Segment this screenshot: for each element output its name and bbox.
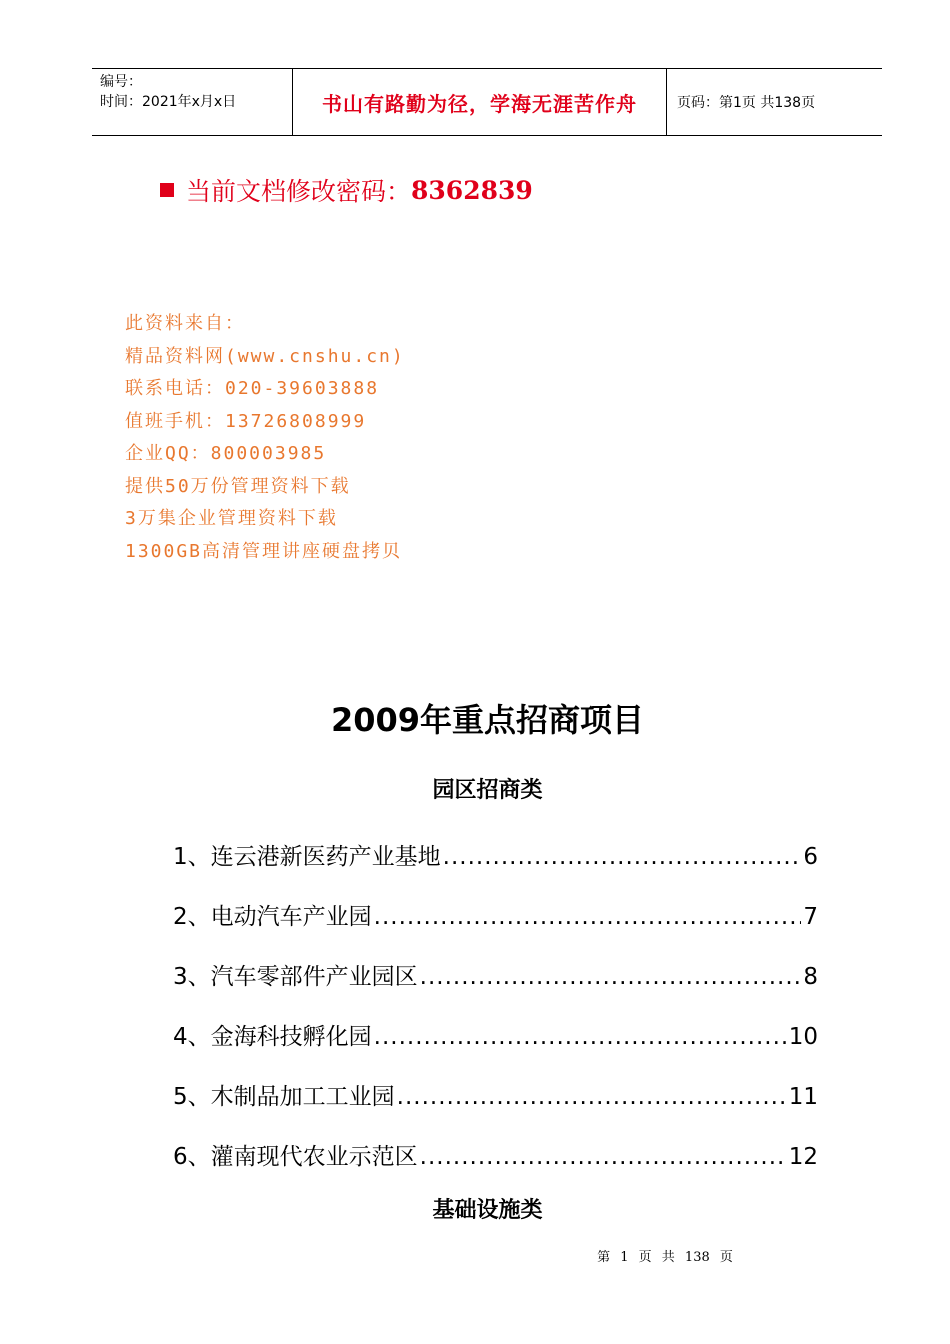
- page-footer: 第 1 页 共 138 页: [597, 1250, 733, 1265]
- table-of-contents: [173, 838, 818, 1198]
- toc-title: 灌南现代农业示范区: [210, 1144, 418, 1170]
- toc-title: 汽车零部件产业园区: [210, 964, 418, 990]
- toc-page-number: 10: [788, 1024, 818, 1050]
- source-info-block: [125, 308, 405, 568]
- info-line: 联系电话：020-39603888: [125, 378, 380, 399]
- toc-number: 6、: [173, 1144, 211, 1170]
- toc-number: 4、: [173, 1024, 211, 1050]
- info-line: 企业QQ：800003985: [125, 443, 327, 464]
- toc-page-number: 7: [803, 904, 818, 930]
- toc-leader: [374, 1024, 787, 1050]
- toc-entry[interactable]: [173, 898, 818, 958]
- info-line: 1300GB高清管理讲座硬盘拷贝: [125, 540, 403, 562]
- motto: 书山有路勤为径，学海无涯苦作舟: [322, 91, 637, 116]
- page-header: [92, 68, 882, 136]
- toc-entry[interactable]: [173, 1078, 818, 1138]
- header-left-cell: [92, 69, 293, 135]
- time-label: 时间：2021年x月x日: [100, 94, 237, 110]
- toc-entry[interactable]: [173, 958, 818, 1018]
- toc-leader: [374, 904, 802, 930]
- password-line: [160, 172, 533, 208]
- toc-page-number: 8: [803, 964, 818, 990]
- toc-page-number: 12: [788, 1144, 818, 1170]
- section-heading-parks: 园区招商类: [432, 778, 543, 803]
- toc-title: 木制品加工工业园: [210, 1084, 395, 1110]
- toc-leader: [420, 1144, 787, 1170]
- toc-entry[interactable]: [173, 1018, 818, 1078]
- toc-title: 连云港新医药产业基地: [210, 844, 441, 870]
- header-page-info: 页码：第1页 共138页: [677, 95, 816, 111]
- toc-page-number: 6: [803, 844, 818, 870]
- info-line: 3万集企业管理资料下载: [125, 508, 338, 529]
- toc-leader: [420, 964, 802, 990]
- square-bullet-icon: [160, 183, 174, 197]
- info-line: 此资料来自：: [125, 313, 245, 334]
- section-heading-infrastructure: 基础设施类: [432, 1198, 543, 1223]
- toc-page-number: 11: [788, 1084, 818, 1110]
- toc-entry[interactable]: [173, 1138, 818, 1198]
- password-label: 当前文档修改密码：: [186, 177, 412, 206]
- toc-title: 金海科技孵化园: [210, 1024, 372, 1050]
- password-code: 8362839: [411, 175, 533, 205]
- info-line: 提供50万份管理资料下载: [125, 475, 351, 497]
- toc-leader: [443, 844, 802, 870]
- toc-number: 3、: [173, 964, 211, 990]
- header-right-cell: [667, 69, 882, 135]
- toc-number: 5、: [173, 1084, 211, 1110]
- number-label: 编号：: [100, 74, 142, 90]
- info-line: 精品资料网(www.cnshu.cn): [125, 345, 405, 367]
- info-line: 值班手机：13726808999: [125, 410, 367, 432]
- toc-number: 2、: [173, 904, 211, 930]
- toc-entry[interactable]: [173, 838, 818, 898]
- toc-number: 1、: [173, 844, 211, 870]
- header-middle-cell: [293, 69, 667, 135]
- document-title: 2009年重点招商项目: [330, 701, 645, 739]
- toc-leader: [397, 1084, 787, 1110]
- toc-title: 电动汽车产业园: [210, 904, 372, 930]
